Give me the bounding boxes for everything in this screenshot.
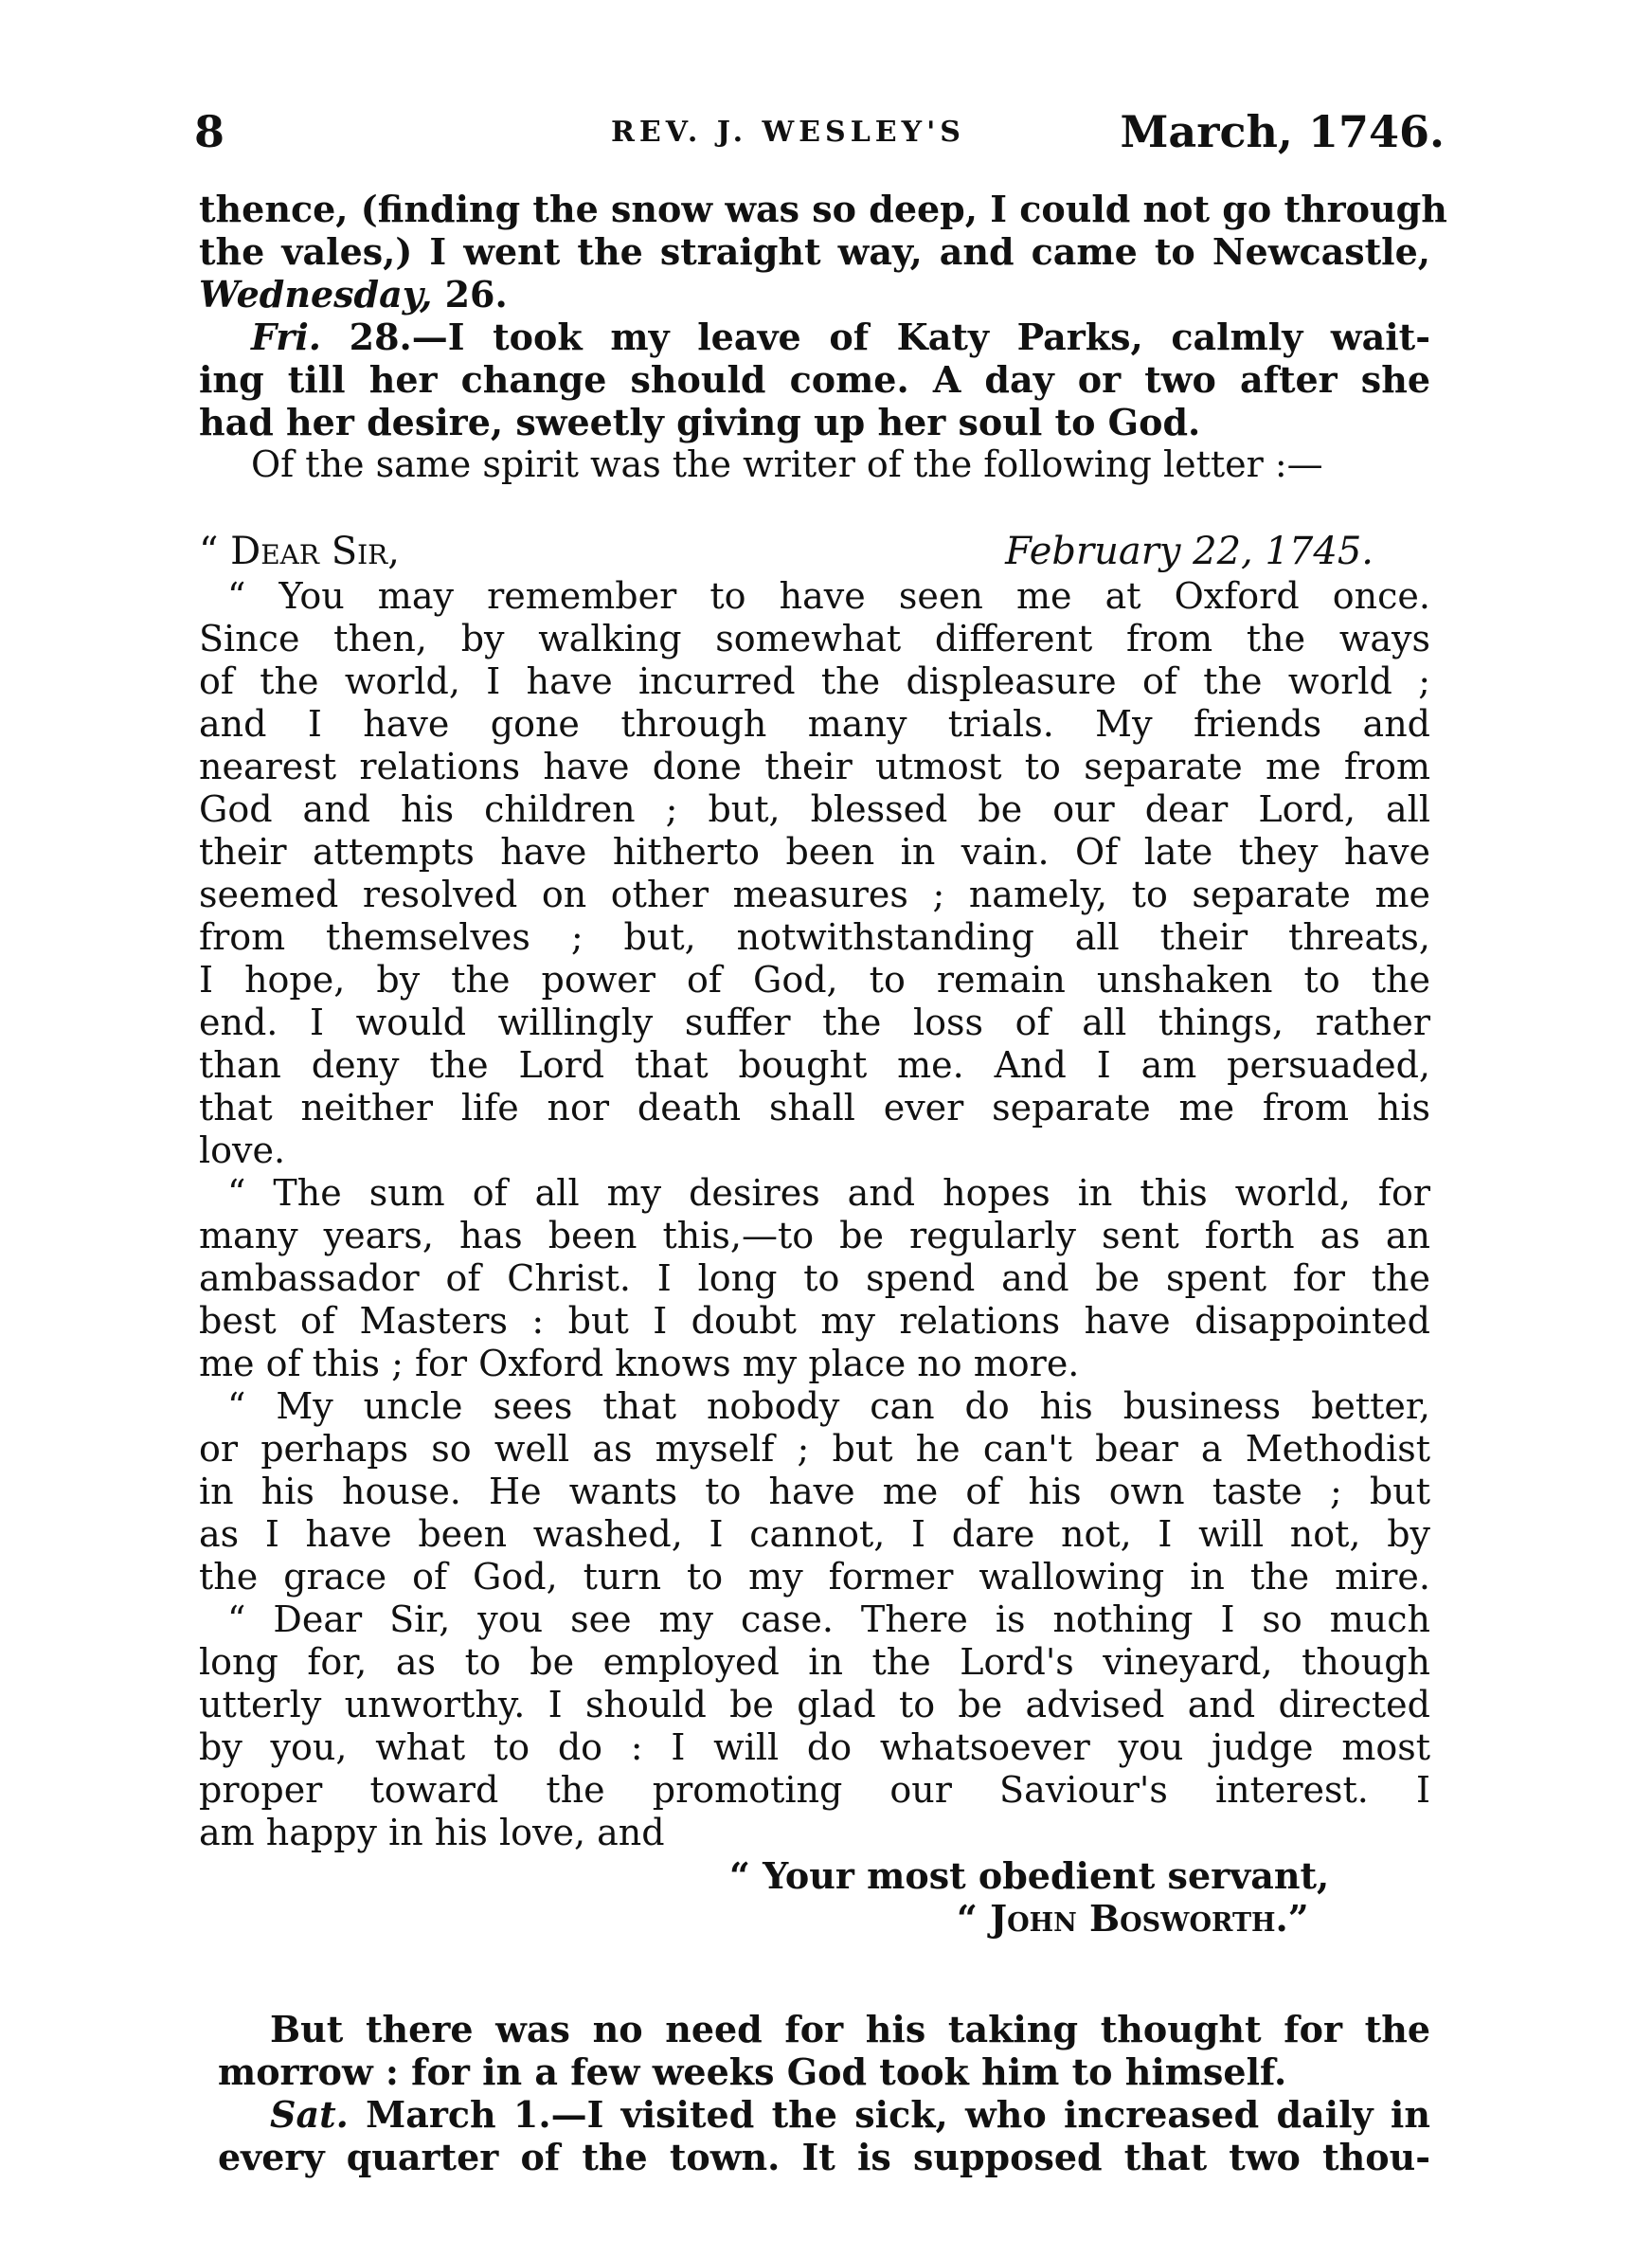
text-line: ambassador of Christ. I long to spend and be spent for the bbox=[199, 1257, 1430, 1299]
text-line: or perhaps so well as myself ; but he can't bear a Methodist bbox=[199, 1428, 1430, 1470]
text-line: Sat. March 1.—I visited the sick, who increased daily in bbox=[270, 2093, 1430, 2136]
text-line: God and his children ; but, blessed be our dear Lord, all bbox=[199, 788, 1430, 830]
text-line: the grace of God, turn to my former wallowing in the mire. bbox=[199, 1556, 1430, 1598]
text-line: their attempts have hitherto been in vain. Of late they have bbox=[199, 831, 1430, 873]
letter-paragraph-4 bbox=[199, 1598, 1430, 1854]
text-line: seemed resolved on other measures ; namely, to separate me bbox=[199, 874, 1430, 915]
text-line: that neither life nor death shall ever separate me from his bbox=[199, 1087, 1430, 1128]
page-body bbox=[199, 188, 1447, 2178]
page-number: 8 bbox=[194, 106, 225, 157]
text-line: “ The sum of all my desires and hopes in this world, for bbox=[227, 1172, 1430, 1214]
text-line: Fri. 28.—I took my leave of Katy Parks, calmly wait- bbox=[251, 316, 1430, 358]
letter-paragraph-2 bbox=[199, 1172, 1430, 1385]
text-line: many years, has been this,—to be regularly sent forth as an bbox=[199, 1215, 1430, 1256]
text-line: had her desire, sweetly giving up her soul to God. bbox=[199, 401, 1201, 443]
text-line: in his house. He wants to have me of his own taste ; but bbox=[199, 1471, 1430, 1512]
salutation: “ Dear Sir, bbox=[199, 530, 400, 573]
text-line: “ You may remember to have seen me at Oxford once. bbox=[227, 575, 1430, 617]
text-line: end. I would willingly suffer the loss of all things, rather bbox=[199, 1002, 1430, 1043]
text-line: from themselves ; but, notwithstanding all their threats, bbox=[199, 916, 1430, 958]
text-line: long for, as to be employed in the Lord's vineyard, though bbox=[199, 1641, 1430, 1683]
signature: “ John Bosworth.” bbox=[957, 1897, 1309, 1940]
text-line: nearest relations have done their utmost to separate me from bbox=[199, 746, 1430, 787]
text-line: Since then, by walking somewhat different from the ways bbox=[199, 618, 1430, 659]
text-line: I hope, by the power of God, to remain unshaken to the bbox=[199, 959, 1430, 1001]
text-line: “ My uncle sees that nobody can do his business better, bbox=[227, 1385, 1430, 1427]
text-line: than deny the Lord that bought me. And I am persuaded, bbox=[199, 1044, 1430, 1086]
text-line: thence, (finding the snow was so deep, I could not go through bbox=[199, 188, 1447, 230]
text-line: and I have gone through many trials. My friends and bbox=[199, 703, 1430, 745]
letter-paragraph-3 bbox=[199, 1385, 1430, 1598]
text-line: Of the same spirit was the writer of the following letter :— bbox=[251, 443, 1323, 485]
weekday: Fri. bbox=[251, 316, 321, 358]
text-line: But there was no need for his taking thought for the bbox=[270, 2008, 1430, 2050]
text-line: best of Masters : but I doubt my relations have disappointed bbox=[199, 1300, 1430, 1342]
header-date: March, 1746. bbox=[1120, 106, 1445, 157]
text-line: love. bbox=[199, 1129, 286, 1171]
text-line: utterly unworthy. I should be glad to be advised and directed bbox=[199, 1684, 1430, 1725]
running-title: REV. J. WESLEY'S bbox=[611, 116, 965, 149]
weekday: Wednesday, bbox=[199, 273, 433, 316]
text-line: ing till her change should come. A day or two after she bbox=[199, 358, 1430, 401]
text-line: proper toward the promoting our Saviour's interest. I bbox=[199, 1769, 1430, 1811]
text-line: me of this ; for Oxford knows my place no more. bbox=[199, 1343, 1080, 1384]
text-line: “ Dear Sir, you see my case. There is nothing I so much bbox=[227, 1598, 1430, 1640]
text-line: am happy in his love, and bbox=[199, 1812, 665, 1853]
text-line: the vales,) I went the straight way, and came to Newcastle, bbox=[199, 230, 1430, 273]
letter-heading bbox=[199, 528, 1430, 575]
text-line: of the world, I have incurred the displeasure of the world ; bbox=[199, 660, 1430, 702]
text-line: by you, what to do : I will do whatsoever you judge most bbox=[199, 1726, 1430, 1768]
text-line: every quarter of the town. It is supposed that two thou- bbox=[218, 2136, 1430, 2178]
letter-paragraph-1 bbox=[199, 575, 1430, 1172]
text-line: as I have been washed, I cannot, I dare not, I will not, by bbox=[199, 1513, 1430, 1555]
letter-date: February 22, 1745. bbox=[1005, 530, 1374, 573]
page-header bbox=[194, 106, 1445, 163]
text-line: Wednesday, 26. bbox=[199, 273, 508, 316]
closing-line: “ Your most obedient servant, bbox=[729, 1854, 1330, 1897]
weekday: Sat. bbox=[270, 2093, 349, 2136]
text-line: morrow : for in a few weeks God took him to himself. bbox=[218, 2050, 1287, 2093]
